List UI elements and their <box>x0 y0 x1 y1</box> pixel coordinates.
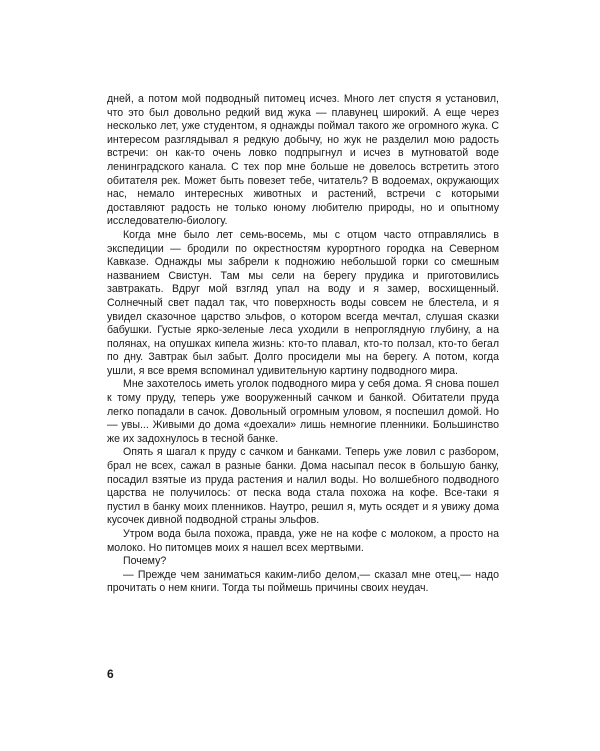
page-number: 6 <box>107 667 114 681</box>
paragraph-3: Мне захотелось иметь уголок подводного мира у себя дома. Я снова пошел к тому пруду, теперь уже вооруженный сачком и банкой. Обитатели пруда легко попадали в сачок. Довольный огромным уловом, я поспешил домой. Но — увы... Живыми до дома «доехали» лишь немногие пленники. Большинство же их задохнулось в тесной банке. <box>107 378 499 445</box>
text-block <box>107 93 499 596</box>
paragraph-5: Утром вода была похожа, правда, уже не на кофе с молоком, а просто на молоко. Но питомцев моих я нашел всех мертвыми. <box>107 528 499 554</box>
paragraph-6: Почему? <box>123 555 167 568</box>
paragraph-4: Опять я шагал к пруду с сачком и банками. Теперь уже ловил с разбором, брал не всех, сажал в разные банки. Дома насыпал песок в большую банку, посадил взятые из пруда растения и налил воды. Но волшебного подводного царства не получилось: от песка вода стала похожа на кофе. Все-таки я пустил в банку моих пленников. Наутро, решил я, муть осядет и я увижу дома кусочек дивной подводной страны эльфов. <box>107 446 499 527</box>
paragraph-1: дней, а потом мой подводный питомец исчез. Много лет спустя я установил, что это был довольно редкий вид жука — плавунец широкий. А еще через несколько лет, уже студентом, я однажды поймал такого же огромного жука. С интересом разглядывал я редкую добычу, но жук не разделил мою радость встречи: он как-то очень ловко подпрыгнул и исчез в мутноватой воде ленинградского канала. С тех пор мне больше не довелось встретить этого обитателя рек. Может быть повезет тебе, читатель? В водоемах, окружающих нас, немало интересных животных и растений, встречи с которыми доставляют радость не только юному любителю природы, но и опытному исследователю-биологу. <box>107 93 499 228</box>
paragraph-7: — Прежде чем заниматься каким-либо делом,— сказал мне отец,— надо прочитать о нем книги. Тогда ты поймешь причины своих неудач. <box>107 568 499 595</box>
paragraph-2: Когда мне было лет семь-восемь, мы с отцом часто отправлялись в экспедиции — бродили по окрестностям курортного городка на Северном Кавказе. Однажды мы забрели к подножию небольшой горки со смешным названием Свистун. Там мы сели на берегу прудика и приготовились завтракать. Вдруг мой взгляд упал на воду и я замер, восхищенный. Солнечный свет падал так, что поверхность воды совсем не блестела, и я увидел сказочное царство эльфов, о котором всегда мечтал, слушая сказки бабушки. Густые ярко-зеленые леса уходили в непроглядную глубину, а на полянах, на опушках кипела жизнь: кто-то плавал, кто-то ползал, кто-то бегал по дну. Завтрак был забыт. Долго просидели мы на берегу. А потом, когда ушли, я все время вспоминал удивительную картину подводного мира. <box>107 228 499 377</box>
